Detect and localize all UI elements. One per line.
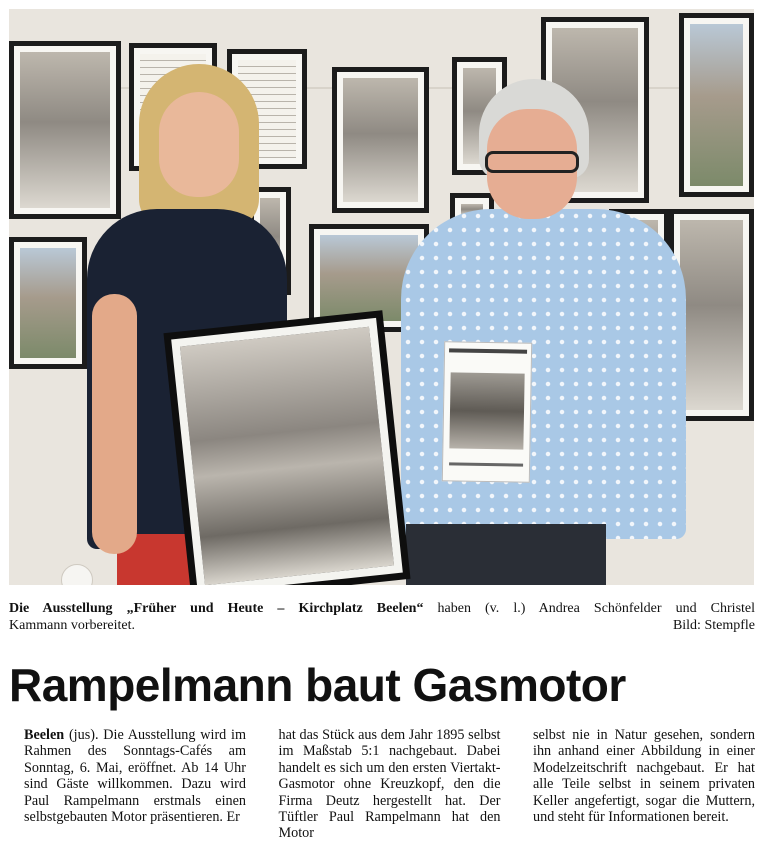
article-body [24, 727, 755, 845]
held-framed-picture [163, 310, 410, 585]
person-christel [401, 79, 691, 585]
caption-text-line2: Kammann vorbereitet. [9, 618, 135, 633]
wall-frame [9, 237, 87, 369]
photo-caption [9, 600, 755, 617]
article-column-1 [24, 727, 246, 845]
dateline-place: Beelen [24, 727, 65, 743]
caption-text-line1: haben (v. l.) Andrea Schönfelder und Christel [437, 601, 756, 616]
article-column-2: hat das Stück aus dem Jahr 1895 selbst im Maßstab 5:1 nachgebaut. Dabei handelt es sich um den ersten Viertakt-Gasmotor ohne Kreuzkopf, den die Firma Deutz hergestellt hat. Der Tüftler Paul Rampelmann hat den Motor [278, 727, 501, 842]
article-headline: Rampelmann baut Gasmotor [9, 659, 626, 711]
glasses-icon [485, 151, 579, 173]
held-book [442, 341, 532, 483]
column-1-text: (jus). Die Ausstellung wird im Rahmen des Sonntags-Cafés am Sonntag, 6. Mai, eröffnet. Ab 14 Uhr sind Gäste willkommen. Dazu wird Paul Rampelmann erstmals einen selbstgebauten Motor präsentieren. Er [24, 727, 246, 826]
article-column-3: selbst nie in Natur gesehen, sondern ihn anhand einer Abbildung in einer Modelzeitschrift nachgebaut. Er hat alle Teile selbst in seinem privaten Keller angefertigt, sogar die Muttern, und steht für Informationen bereit. [533, 727, 755, 826]
caption-intro: Die Ausstellung [9, 601, 113, 616]
caption-line-2 [9, 617, 755, 634]
caption-exhibition-title: „Früher und Heute – Kirchplatz Beelen“ [126, 601, 424, 616]
photo-credit: Bild: Stempfle [672, 618, 755, 633]
article-photo [9, 9, 754, 585]
